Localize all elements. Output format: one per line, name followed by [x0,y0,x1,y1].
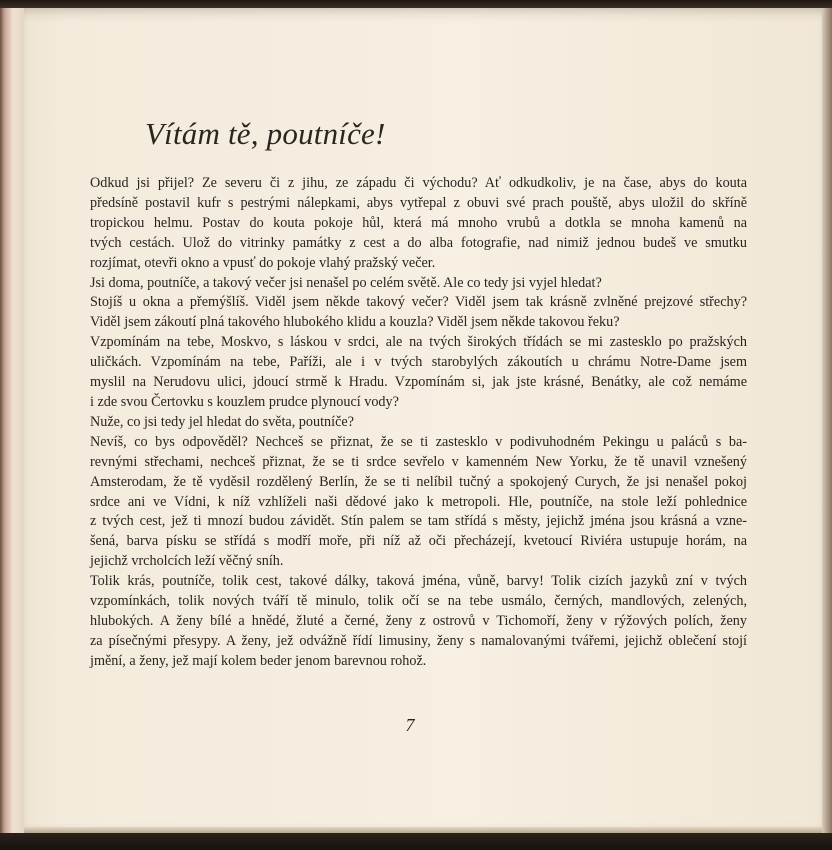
text-line: Amsterodam, že tě vyděsil rozdělený Berlín, že se ti nelíbil tučný a spokojený Curych, že jsi nenašel pokoj [90,473,747,490]
text-line: revnými střechami, nechceš přiznat, že se ti srdce sevřelo v kamenném New Yorku, že tě unavil vznešený [90,453,747,470]
text-line: jejichž vrcholcích leží věčný sníh. [90,553,284,570]
text-line: tropickou helmu. Postav do kouta pokoje hůl, která má mnoho vrubů a dotkla se mnoha kamenů na [90,214,747,231]
text-line: šená, barva písku se střídá s modří moře, při níž až oči přecházejí, kvetoucí Riviéra ustupuje horám, na [90,533,747,550]
text-line: uličkách. Vzpomínám na tebe, Paříži, ale i v tvých starobylých zákoutích u chrámu Notre-Dame jsem [90,354,747,371]
text-line: Tolik krás, poutníče, tolik cest, takové dálky, taková jména, vůně, barvy! Tolik cizích jazyků zní v tvých [90,573,747,590]
text-line: předsíně postavil kufr s pestrými nálepkami, abys vytřepal z obuvi své prach pouště, abys uložil do skříně [90,194,747,211]
body-text [90,174,747,672]
text-line: tvých cestách. Ulož do vitrinky památky z cest a do alba fotografie, nad nimiž jednou budeš ve smutku [90,234,747,251]
book-bottom-edge [0,833,832,850]
text-line: rozjímat, otevři okno a vpusť do pokoje vlahý pražský večer. [90,254,436,271]
text-line: jmění, a ženy, jež mají kolem beder jenom barevnou rohož. [90,652,427,669]
page-fore-edge [822,8,832,833]
text-line: Viděl jsem zákoutí plná takového hlubokého klidu a kouzla? Viděl jsem někde takovou řeku? [90,314,620,331]
chapter-title: Vítám tě, poutníče! [145,116,386,151]
text-line: za písečnými přesypy. A ženy, jež odvážně řídí limusiny, ženy s namalovanými tvářemi, jejichž oblečení stojí [90,632,747,649]
text-line: Vzpomínám na tebe, Moskvo, s láskou v srdci, ale na tvých širokých třídách se mi zastesklo po pražských [90,334,747,351]
book-gutter [0,8,24,833]
book-top-edge [0,0,832,8]
text-line: srdce ani ve Vídni, k níž vzhlíželi naši dědové jako k metropoli. Hle, poutníče, na stole leží pohlednice [90,493,747,510]
text-line: Stojíš u okna a přemýšlíš. Viděl jsem někde takový večer? Viděl jsem tak krásně zvlněné prejzové střechy? [90,294,747,311]
book-page [24,8,822,833]
text-line: hlubokých. A ženy bílé a hnědé, žluté a černé, ženy z ostrovů v Tichomoří, ženy v rýžových polích, ženy [90,612,747,629]
text-line: z tvých cest, jež ti mnozí budou závidět. Stín palem se tam střídá s městy, jejichž jména jsou krásná a vzne- [90,513,747,530]
text-line: Nevíš, co bys odpověděl? Nechceš se přiznat, že se ti zastesklo v podivuhodném Pekingu u paláců s ba- [90,433,747,450]
text-line: vzpomínkách, tolik nových tváří tě minulo, tolik očí se na tebe usmálo, černých, mandlových, zelených, [90,593,747,610]
text-line: Jsi doma, poutníče, a takový večer jsi nenašel po celém světě. Ale co tedy jsi vyjel hledat? [90,274,602,291]
text-line: i zde svou Čertovku s kouzlem prudce plynoucí vody? [90,393,399,410]
text-line: Odkud jsi přijel? Ze severu či z jihu, ze západu či východu? Ať odkudkoliv, je na čase, abys do kouta [90,175,747,191]
page-number: 7 [405,715,415,735]
text-line: Nuže, co jsi tedy jel hledat do světa, poutníče? [90,413,354,430]
text-line: myslil na Nerudovu ulici, jdoucí strmě k Hradu. Vzpomínám si, jak jste krásné, Benátky, ale což nemáme [90,374,747,391]
